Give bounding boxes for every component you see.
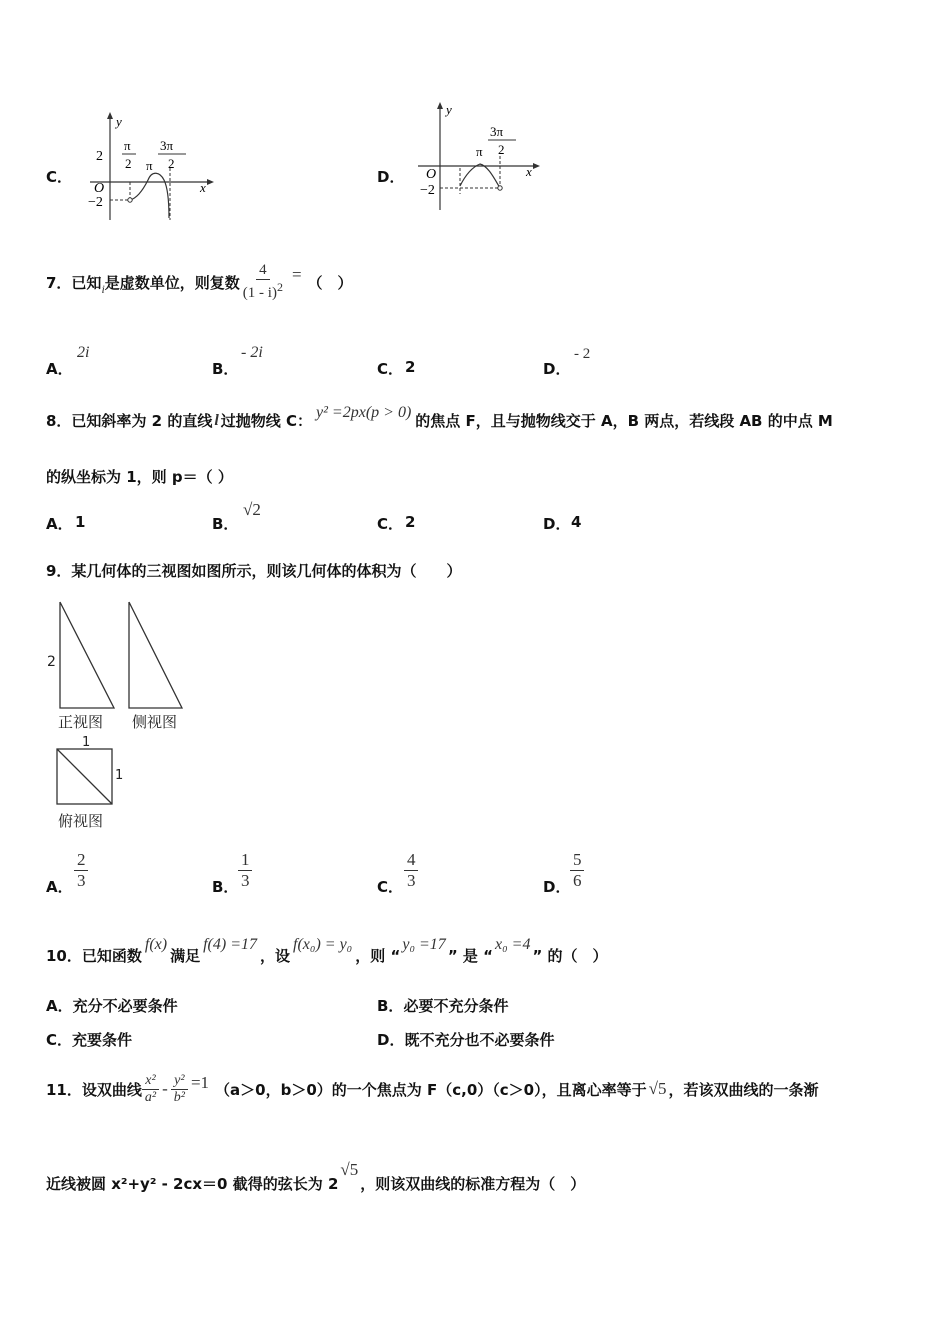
q10-fx0: f(x₀) = y₀ — [293, 936, 353, 953]
q10-prefix: 10．已知函数 — [46, 947, 142, 965]
q7-mid: 是虚数单位，则复数 — [104, 273, 240, 292]
q7-option-b-value: - 2i — [241, 344, 263, 361]
origin-label: O — [94, 181, 105, 196]
three-pi-over-2-num: 3π — [160, 138, 174, 153]
q11-line2-b: ，则该双曲线的标准方程为（ ） — [360, 1175, 586, 1193]
q11-line2-sqrt: √5 — [340, 1160, 359, 1179]
q7-option-c-label: C． — [377, 360, 404, 378]
q10-option-c: C．充要条件 — [46, 1031, 133, 1049]
q7-frac-den-exp: 2 — [276, 280, 283, 294]
q8-option-c-value: 2 — [405, 513, 416, 531]
question-11 — [46, 1064, 818, 1114]
q11-prefix: 11．设双曲线 — [46, 1080, 142, 1099]
question-9: 9．某几何体的三视图如图所示，则该几何体的体积为（ ） — [46, 562, 462, 580]
pi-tick: π — [476, 144, 483, 159]
q8-mid: 过抛物线 C： — [220, 412, 313, 430]
q11-y2: y² — [171, 1073, 187, 1090]
q10-t1: 满足 — [170, 947, 201, 965]
q10-option-b: B．必要不充分条件 — [377, 997, 509, 1015]
three-pi-over-2-num: 3π — [490, 124, 504, 139]
q8-option-a-label: A． — [46, 515, 73, 533]
q9-c-den: 3 — [407, 871, 416, 890]
x-label: x — [200, 180, 206, 195]
q11-tail: ，若该双曲线的一条渐 — [668, 1080, 819, 1099]
q9-option-a-label: A． — [46, 878, 73, 896]
option-c-label: C． — [46, 168, 73, 186]
front-view-label: 正视图 — [58, 713, 104, 731]
y-label: y — [446, 102, 452, 117]
q9-option-b-label: B． — [212, 878, 239, 896]
q11-cond: （a＞0，b＞0）的一个焦点为 F（c,0）（c＞0），且离心率等于 — [215, 1080, 647, 1099]
q11-sqrt5: √5 — [648, 1079, 667, 1098]
q7-option-a-label: A． — [46, 360, 73, 378]
q9-d-num: 5 — [573, 850, 582, 869]
q11-line2 — [46, 1160, 585, 1194]
q8-option-d-value: 4 — [571, 513, 582, 531]
q9-option-c-frac — [404, 850, 419, 891]
q9-b-den: 3 — [241, 871, 250, 890]
tick-2: 2 — [96, 149, 103, 164]
three-pi-over-2-den: 2 — [168, 156, 175, 171]
q11-line2-a: 近线被圆 x²+y² - 2cx＝0 截得的弦长为 2 — [46, 1175, 339, 1193]
q7-i: i — [101, 281, 105, 296]
q9-d-den: 6 — [573, 871, 582, 890]
tick-neg2: −2 — [88, 195, 103, 210]
q9-a-num: 2 — [77, 850, 86, 869]
q10-t2: ，设 — [260, 947, 291, 965]
side-view-triangle — [129, 602, 182, 708]
top-dim-1: 1 — [82, 735, 91, 750]
q10-t3: ，则 “ — [355, 947, 401, 965]
three-view-figure — [44, 596, 204, 836]
q8-suffix: 的焦点 F，且与抛物线交于 A，B 两点，若线段 AB 的中点 M — [415, 412, 833, 430]
top-view-label: 俯视图 — [58, 812, 104, 830]
front-view-triangle — [60, 602, 114, 708]
tick-neg2: −2 — [420, 183, 435, 198]
q7-option-a-value: 2i — [77, 344, 90, 361]
q8-line2: 的纵坐标为 1，则 p＝（ ） — [46, 468, 233, 486]
question-10 — [46, 936, 608, 966]
q8-option-c-label: C． — [377, 515, 404, 533]
q8-prefix: 8．已知斜率为 2 的直线 — [46, 412, 213, 430]
q10-t4: ” 是 “ — [447, 947, 493, 965]
q9-a-den: 3 — [77, 871, 86, 890]
question-7 — [46, 262, 353, 302]
q7-prefix: 7．已知 — [46, 273, 102, 292]
right-dim-1: 1 — [115, 768, 124, 783]
q9-option-a-frac — [74, 850, 89, 891]
q10-option-d: D．既不充分也不必要条件 — [377, 1031, 555, 1049]
pi-tick: π — [146, 158, 153, 173]
q8-option-b-label: B． — [212, 515, 239, 533]
q10-fx: f(x) — [144, 936, 168, 953]
graph-option-c — [82, 108, 217, 230]
q9-option-b-frac — [238, 850, 253, 891]
q9-c-num: 4 — [407, 850, 416, 869]
q11-a2: a² — [144, 1089, 157, 1105]
curve — [130, 173, 169, 218]
q7-fraction — [240, 262, 286, 302]
q11-frac-x — [142, 1073, 159, 1106]
q8-formula: y² =2px(p > 0) — [316, 403, 412, 421]
q8-option-a-value: 1 — [75, 513, 86, 531]
y-label: y — [116, 114, 122, 129]
front-dim-2: 2 — [47, 654, 56, 670]
q9-b-num: 1 — [241, 850, 250, 869]
option-d-label: D． — [377, 168, 405, 186]
three-pi-over-2-den: 2 — [498, 142, 505, 157]
q11-frac-y — [171, 1073, 188, 1106]
q7-option-b-label: B． — [212, 360, 239, 378]
q11-b2: b² — [173, 1089, 185, 1105]
q10-t5: ” 的（ ） — [532, 947, 608, 965]
q11-minus: - — [162, 1079, 168, 1098]
q10-f4: f(4) =17 — [203, 936, 257, 953]
q7-frac-den: (1 - i) — [242, 285, 277, 301]
graph-option-d — [414, 98, 544, 220]
q8-option-d-label: D． — [543, 515, 571, 533]
q9-option-d-frac — [570, 850, 585, 891]
origin-label: O — [426, 167, 437, 182]
q8-l: l — [214, 411, 219, 429]
q7-option-d-value: - 2 — [574, 346, 591, 362]
q7-option-c-value: 2 — [405, 358, 416, 376]
q11-eq1: =1 — [190, 1073, 210, 1092]
curve — [460, 164, 500, 188]
q7-frac-num: 4 — [256, 262, 270, 280]
pi-over-2-num: π — [124, 138, 131, 153]
q10-option-a: A．充分不必要条件 — [46, 997, 178, 1015]
q10-y0: y₀ =17 — [402, 936, 446, 953]
side-view-label: 侧视图 — [132, 713, 178, 731]
q9-option-c-label: C． — [377, 878, 404, 896]
x-label: x — [526, 164, 532, 179]
q10-x0: x₀ =4 — [494, 936, 531, 953]
q7-option-d-label: D． — [543, 360, 571, 378]
question-8 — [46, 403, 833, 431]
pi-over-2-den: 2 — [125, 156, 132, 171]
q7-suffix: （ ） — [307, 273, 353, 292]
q11-x2: x² — [142, 1073, 158, 1090]
q8-option-b-value: √2 — [243, 500, 261, 519]
q9-option-d-label: D． — [543, 878, 571, 896]
q7-eq: = — [291, 265, 302, 284]
